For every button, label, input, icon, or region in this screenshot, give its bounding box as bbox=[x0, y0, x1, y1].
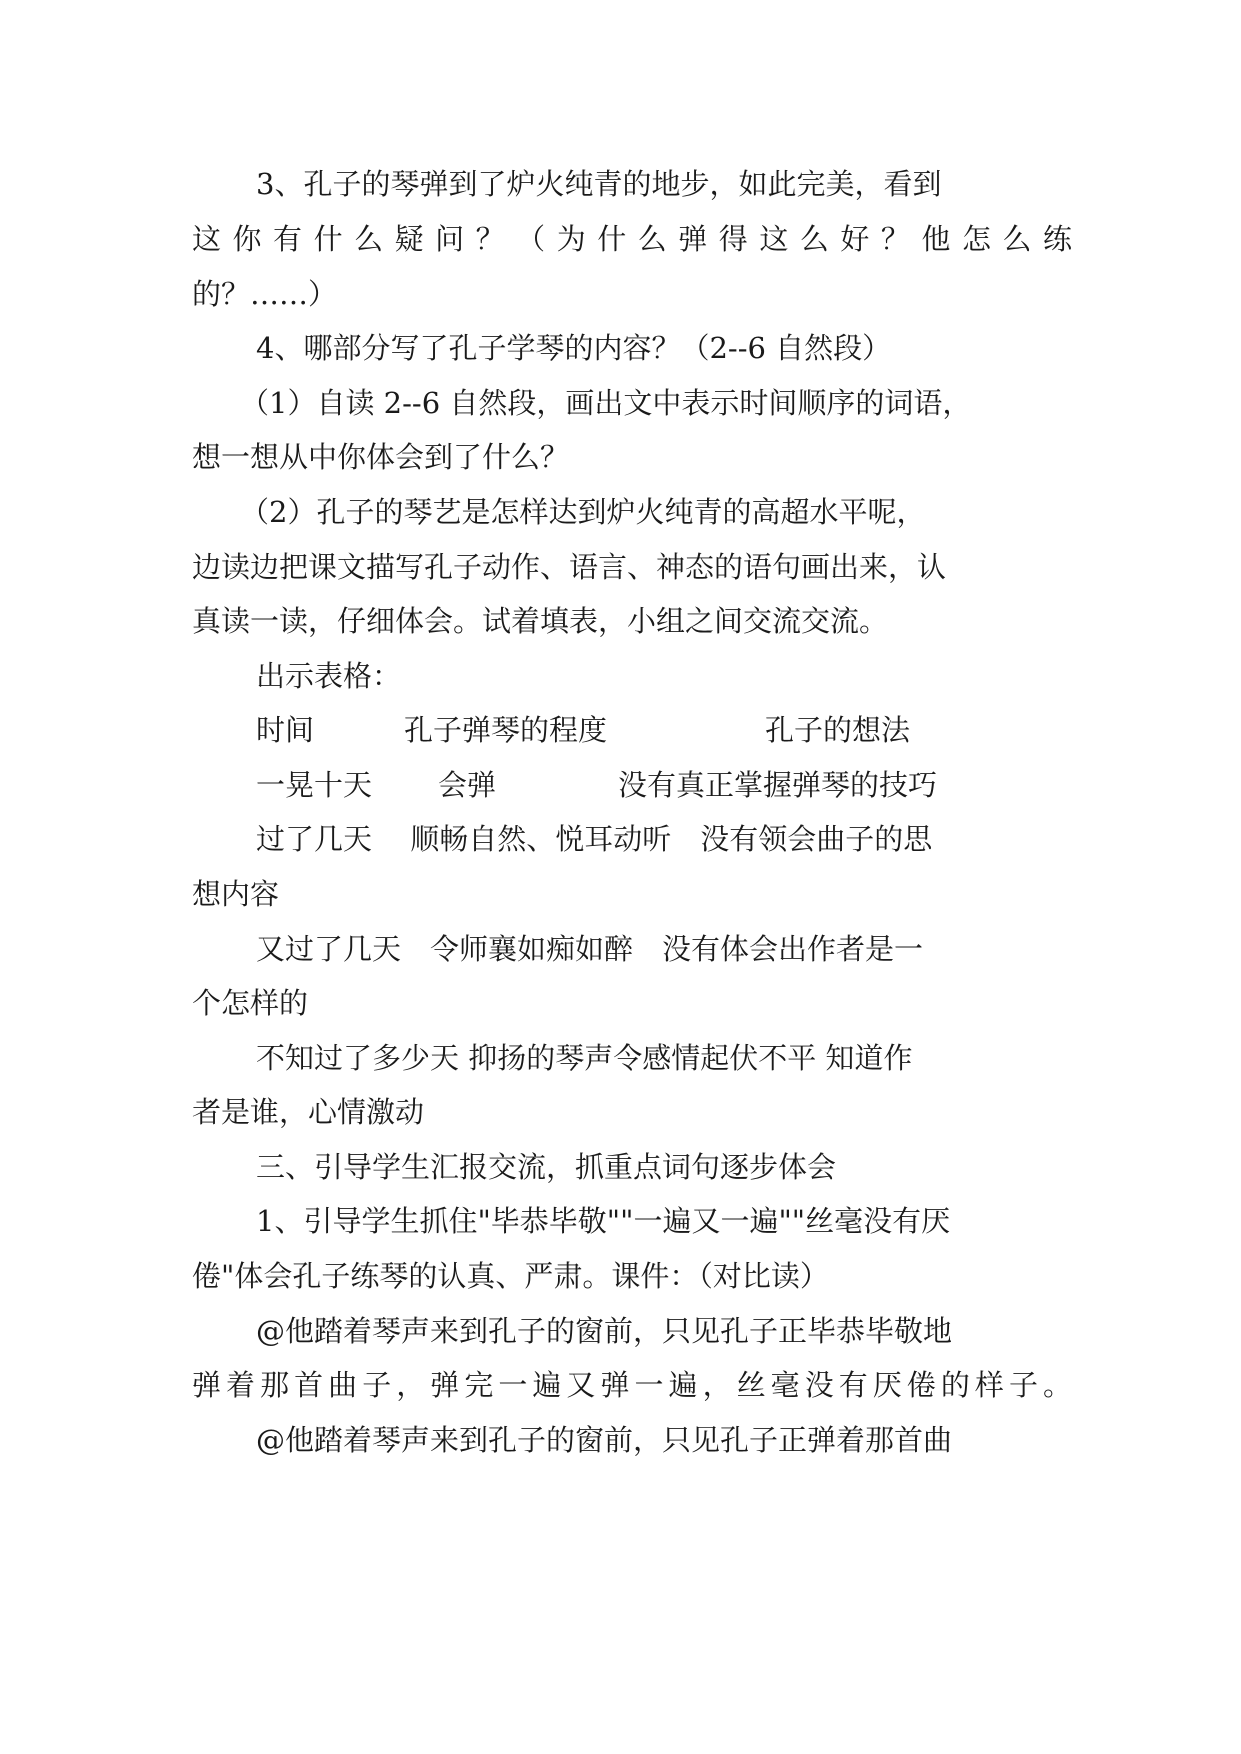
paragraph-line: 边读边把课文描写孔子动作、语言、神态的语句画出来，认 bbox=[192, 550, 947, 584]
paragraph-line: 过了几天 顺畅自然、悦耳动听 没有领会曲子的思 bbox=[256, 822, 933, 856]
table-header-time: 时间 bbox=[256, 713, 315, 747]
paragraph-line: 想内容 bbox=[192, 877, 280, 911]
paragraph-line: 者是谁，心情激动 bbox=[192, 1095, 425, 1129]
paragraph-line: @他踏着琴声来到孔子的窗前，只见孔子正弹着那首曲 bbox=[256, 1423, 953, 1457]
paragraph-line: 倦"体会孔子练琴的认真、严肃。课件：（对比读） bbox=[192, 1259, 829, 1293]
paragraph-line: 3、孔子的琴弹到了炉火纯青的地步，如此完美，看到 bbox=[256, 167, 942, 201]
paragraph-line: 这你有什么疑问？（为什么弹得这么好？他怎么练 bbox=[192, 222, 1072, 256]
paragraph-line: 出示表格： bbox=[256, 659, 402, 693]
table-cell-level: 会弹 bbox=[438, 768, 497, 802]
paragraph-line: 4、哪部分写了孔子学琴的内容？（2--6 自然段） bbox=[256, 331, 892, 365]
paragraph-line: 1、引导学生抓住"毕恭毕敬""一遍又一遍""丝毫没有厌 bbox=[256, 1204, 951, 1238]
paragraph-line: 不知过了多少天 抑扬的琴声令感情起伏不平 知道作 bbox=[256, 1041, 913, 1075]
section-heading: 三、引导学生汇报交流，抓重点词句逐步体会 bbox=[256, 1150, 837, 1184]
table-row bbox=[256, 763, 1072, 807]
table-header-thought: 孔子的想法 bbox=[765, 713, 911, 747]
paragraph-line: 想一想从中你体会到了什么？ bbox=[192, 440, 570, 474]
paragraph-line: 真读一读，仔细体会。试着填表，小组之间交流交流。 bbox=[192, 604, 889, 638]
table-header-row bbox=[256, 708, 1072, 752]
paragraph-line: 个怎样的 bbox=[192, 986, 309, 1020]
paragraph-line: 的？……） bbox=[192, 277, 338, 311]
paragraph-line: 又过了几天 令师襄如痴如醉 没有体会出作者是一 bbox=[256, 932, 924, 966]
paragraph-line: （1）自读 2--6 自然段，画出文中表示时间顺序的词语， bbox=[240, 386, 972, 420]
table-cell-time: 一晃十天 bbox=[256, 768, 373, 802]
paragraph-line: （2）孔子的琴艺是怎样达到炉火纯青的高超水平呢， bbox=[240, 495, 926, 529]
paragraph-line: @他踏着琴声来到孔子的窗前，只见孔子正毕恭毕敬地 bbox=[256, 1314, 953, 1348]
paragraph-line: 弹着那首曲子，弹完一遍又弹一遍，丝毫没有厌倦的样子。 bbox=[192, 1368, 1072, 1402]
table-header-level: 孔子弹琴的程度 bbox=[404, 713, 608, 747]
table-cell-thought: 没有真正掌握弹琴的技巧 bbox=[618, 768, 938, 802]
